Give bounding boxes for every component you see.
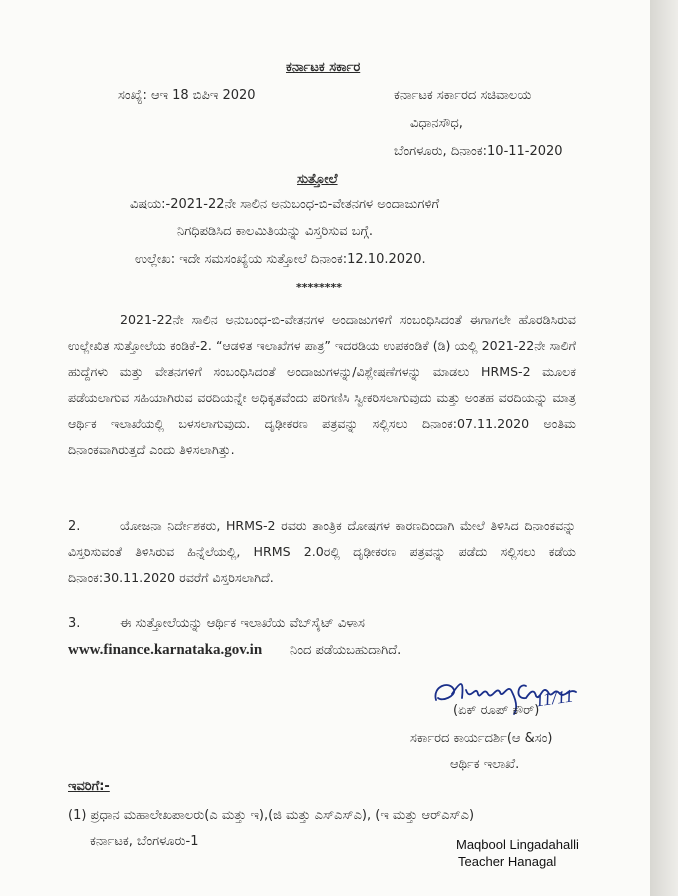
page-edge bbox=[650, 0, 678, 896]
office-building: ವಿಧಾನಸೌಧ, bbox=[410, 116, 463, 131]
distribution-heading: ಇವರಿಗೆ:- bbox=[68, 779, 110, 794]
paragraph-3-line bbox=[120, 616, 570, 632]
watermark-line-1: Maqbool Lingadahalli bbox=[456, 837, 579, 852]
signatory-designation: ಸರ್ಕಾರದ ಕಾರ್ಯದರ್ಶಿ(ಆ &ಸಂ) bbox=[410, 731, 553, 746]
reference-line: ಉಲ್ಲೇಖ: ಇದೇ ಸಮಸಂಖ್ಯೆಯ ಸುತ್ತೋಲೆ ದಿನಾಂಕ:12.10.2020. bbox=[135, 252, 426, 267]
government-heading: ಕರ್ನಾಟಕ ಸರ್ಕಾರ bbox=[286, 60, 361, 75]
office-date: ಬೆಂಗಳೂರು, ದಿನಾಂಕ:10-11-2020 bbox=[394, 144, 563, 159]
distribution-item-1: (1) ಪ್ರಧಾನ ಮಹಾಲೇಖಪಾಲರು(ಎ ಮತ್ತು ಇ),(ಜಿ ಮತ್ತು ಎಸ್‌ಎಸ್‌ಎ), (ಇ ಮತ್ತು ಆರ್‌ಎಸ್‌ಎ) bbox=[68, 808, 475, 823]
signature-date-mark: 11/11 bbox=[533, 685, 575, 711]
watermark-credit bbox=[456, 836, 579, 870]
paragraph-1-text: 2021-22ನೇ ಸಾಲಿನ ಅನುಬಂಧ-ಬಿ-ವೇತನಗಳ ಅಂದಾಜುಗಳಿಗೆ ಸಂಬಂಧಿಸಿದಂತೆ ಈಗಾಗಲೇ ಹೊರಡಿಸಿರುವ ಉಲ್ಲೇಖಿತ ಸುತ್ತೋಲೆಯ ಕಂಡಿಕೆ-2. “ಆಡಳಿತ ಇಲಾಖೆಗಳ ಪಾತ್ರ” ಇದರಡಿಯ ಉಪಕಂಡಿಕೆ (ಡಿ) ಯಲ್ಲಿ 2021-22ನೇ ಸಾಲಿಗೆ ಹುದ್ದೆಗಳು ಮತ್ತು ವೇತನಗಳಿಗೆ ಸಂಬಂಧಿಸಿದಂತೆ ಅಂದಾಜುಗಳನ್ನು/ವಿಶ್ಲೇಷಣೆಗಳನ್ನು ಮಾಡಲು HRMS-2 ಮೂಲಕ ಪಡೆಯಲಾಗುವ ಸಹಿಯಾಗಿರುವ ವರದಿಯನ್ನೇ ಅಧಿಕೃತವೆಂದು ಪರಿಗಣಿಸಿ ಸ್ವೀಕರಿಸಲಾಗುವುದು ಮತ್ತು ಅಂತಹ ವರದಿಯನ್ನು ಮಾತ್ರ ಆರ್ಥಿಕ ಇಲಾಖೆಯಲ್ಲಿ ಬಳಸಲಾಗುವುದು. ದೃಢೀಕರಣ ಪತ್ರವನ್ನು ಸಲ್ಲಿಸಲು ದಿನಾಂಕ:07.11.2020 ಅಂತಿಮ ದಿನಾಂಕವಾಗಿರುತ್ತದೆ ಎಂದು ತಿಳಿಸಲಾಗಿತ್ತು. bbox=[68, 312, 576, 457]
signatory-department: ಆರ್ಥಿಕ ಇಲಾಖೆ. bbox=[450, 757, 520, 772]
circular-number: ಸಂಖ್ಯೆ: ಆಇ 18 ಬಿಪಿಇ 2020 bbox=[118, 88, 256, 103]
paragraph-3-suffix: ನಿಂದ ಪಡೆಯಬಹುದಾಗಿದೆ. bbox=[290, 643, 402, 658]
signatory-name: (ಏಕ್ ರೂಪ್ ಕೌರ್) bbox=[453, 703, 540, 718]
subject-line-2: ನಿಗಧಿಪಡಿಸಿದ ಕಾಲಮಿತಿಯನ್ನು ವಿಸ್ತರಿಸುವ ಬಗ್ಗೆ. bbox=[177, 224, 373, 239]
paragraph-2 bbox=[68, 513, 576, 591]
paragraph-2-number: 2. bbox=[68, 519, 81, 534]
paragraph-3-number: 3. bbox=[68, 616, 81, 631]
circular-title: ಸುತ್ತೋಲೆ bbox=[297, 172, 338, 187]
paragraph-3-text: ಈ ಸುತ್ತೋಲೆಯನ್ನು ಆರ್ಥಿಕ ಇಲಾಖೆಯ ವೆಬ್‌ಸೈಟ್ ವಿಳಾಸ bbox=[120, 616, 365, 631]
office-name: ಕರ್ನಾಟಕ ಸರ್ಕಾರದ ಸಚಿವಾಲಯ bbox=[394, 88, 532, 103]
separator-stars: ******** bbox=[296, 281, 343, 294]
paragraph-1 bbox=[68, 307, 576, 463]
finance-website-link[interactable]: www.finance.karnataka.gov.in bbox=[68, 642, 263, 658]
distribution-item-1-address: ಕರ್ನಾಟಕ, ಬೆಂಗಳೂರು-1 bbox=[90, 834, 199, 849]
subject-line-1: ವಿಷಯ:-2021-22ನೇ ಸಾಲಿನ ಅನುಬಂಧ-ಬಿ-ವೇತನಗಳ ಅಂದಾಜುಗಳಿಗೆ bbox=[130, 197, 440, 212]
paragraph-2-text: ಯೋಜನಾ ನಿರ್ದೇಶಕರು, HRMS-2 ರವರು ತಾಂತ್ರಿಕ ದೋಷಗಳ ಕಾರಣದಿಂದಾಗಿ ಮೇಲೆ ತಿಳಿಸಿದ ದಿನಾಂಕವನ್ನು ವಿಸ್ತರಿಸುವಂತೆ ತಿಳಿಸಿರುವ ಹಿನ್ನೆಲೆಯಲ್ಲಿ, HRMS 2.0ರಲ್ಲಿ ದೃಢೀಕರಣ ಪತ್ರವನ್ನು ಪಡೆದು ಸಲ್ಲಿಸಲು ಕಡೆಯ ದಿನಾಂಕ:30.11.2020 ರವರೆಗೆ ವಿಸ್ತರಿಸಲಾಗಿದೆ. bbox=[68, 518, 576, 585]
watermark-line-2: Teacher Hanagal bbox=[458, 854, 557, 869]
